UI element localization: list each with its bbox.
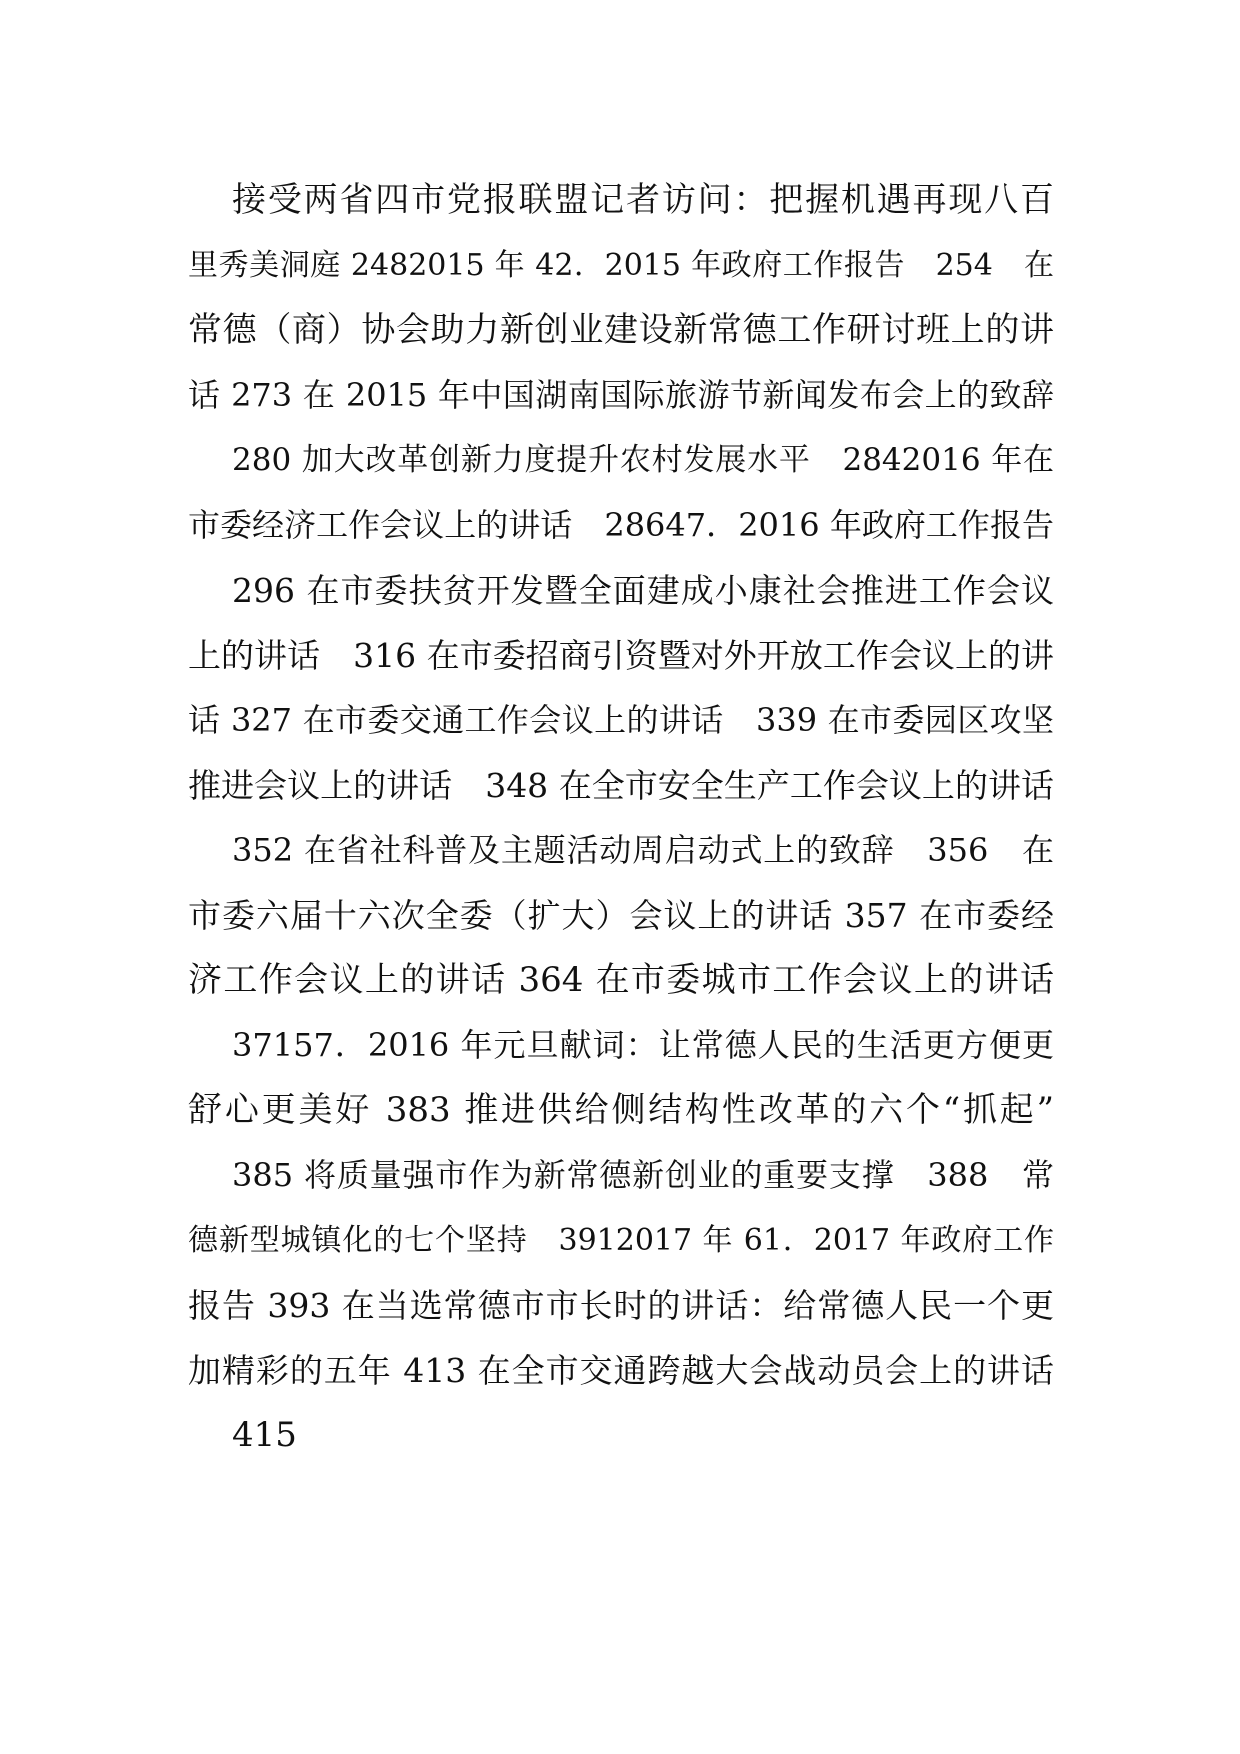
text-line: 市委经济工作会议上的讲话 28647．2016 年政府工作报告 bbox=[188, 506, 1054, 544]
text-line: 上的讲话 316 在市委招商引资暨对外开放工作会议上的讲 bbox=[188, 636, 1054, 675]
text-line: 385 将质量强市作为新常德新创业的重要支撑 388 常 bbox=[232, 1156, 1054, 1194]
text-line: 接受两省四市党报联盟记者访问：把握机遇再现八百 bbox=[232, 180, 1054, 220]
text-line: 济工作会议上的讲话 364 在市委城市工作会议上的讲话 bbox=[188, 960, 1054, 1000]
text-line: 市委六届十六次全委（扩大）会议上的讲话 357 在市委经 bbox=[188, 896, 1054, 935]
text-line: 舒心更美好 383 推进供给侧结构性改革的六个“抓起” bbox=[188, 1090, 1054, 1130]
text-line: 常德（商）协会助力新创业建设新常德工作研讨班上的讲 bbox=[188, 310, 1054, 350]
text-line: 话 273 在 2015 年中国湖南国际旅游节新闻发布会上的致辞 bbox=[188, 376, 1054, 414]
text-line: 415 bbox=[232, 1415, 297, 1455]
text-line: 话 327 在市委交通工作会议上的讲话 339 在市委园区攻坚 bbox=[188, 701, 1054, 739]
text-line: 37157．2016 年元旦献词：让常德人民的生活更方便更 bbox=[232, 1026, 1054, 1064]
text-line: 296 在市委扶贫开发暨全面建成小康社会推进工作会议 bbox=[232, 571, 1054, 610]
text-line: 352 在省社科普及主题活动周启动式上的致辞 356 在 bbox=[232, 831, 1054, 869]
text-line: 报告 393 在当选常德市市长时的讲话：给常德人民一个更 bbox=[188, 1286, 1054, 1325]
text-line: 加精彩的五年 413 在全市交通跨越大会战动员会上的讲话 bbox=[188, 1351, 1054, 1390]
text-line: 里秀美洞庭 2482015 年 42．2015 年政府工作报告 254 在 bbox=[188, 248, 1054, 283]
text-line: 280 加大改革创新力度提升农村发展水平 2842016 年在 bbox=[232, 442, 1054, 478]
text-line: 德新型城镇化的七个坚持 3912017 年 61．2017 年政府工作 bbox=[188, 1223, 1054, 1258]
document-body bbox=[188, 168, 1054, 1468]
text-line: 推进会议上的讲话 348 在全市安全生产工作会议上的讲话 bbox=[188, 766, 1054, 805]
